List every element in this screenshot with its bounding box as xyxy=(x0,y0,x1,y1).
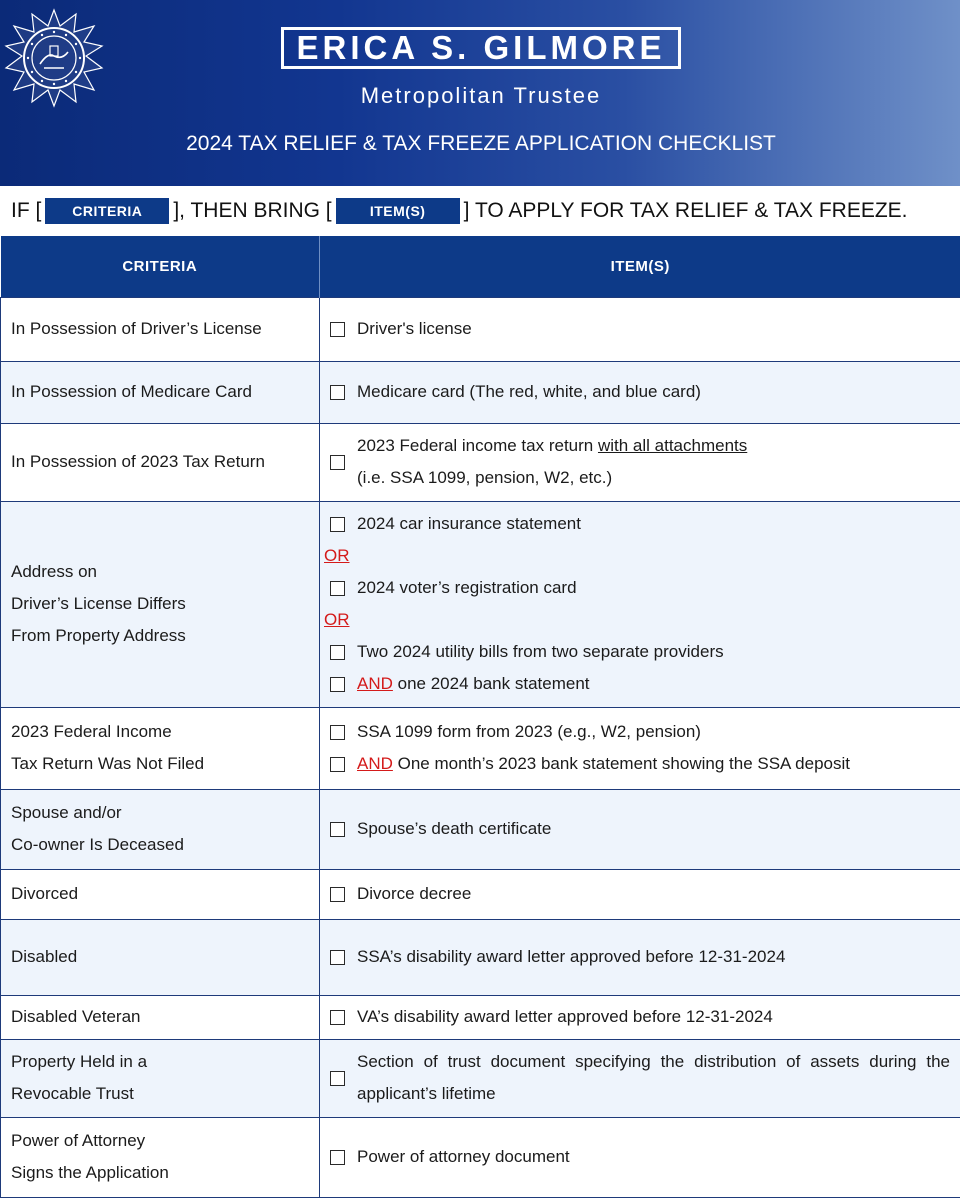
checkbox[interactable] xyxy=(330,757,345,772)
item-cell xyxy=(320,869,960,919)
instruction-text-1: IF [ xyxy=(11,199,42,222)
table-row xyxy=(1,1117,960,1197)
item-text: Spouse’s death certificate xyxy=(357,819,552,838)
criteria-column-header: CRITERIA xyxy=(1,236,320,297)
item-text: SSA’s disability award letter approved before 12-31-2024 xyxy=(357,947,786,966)
criteria-pill: CRITERIA xyxy=(45,198,169,224)
item-cell xyxy=(320,707,960,789)
table-row xyxy=(1,361,960,423)
items-column-header: ITEM(S) xyxy=(320,236,960,297)
table-row xyxy=(1,707,960,789)
and-emphasis: AND xyxy=(357,674,393,693)
checkbox[interactable] xyxy=(330,887,345,902)
criteria-line: Tax Return Was Not Filed xyxy=(11,754,205,773)
table-row xyxy=(1,297,960,361)
item-cell xyxy=(320,501,960,707)
item-cell xyxy=(320,1117,960,1197)
table-row xyxy=(1,501,960,707)
criteria-line: Driver’s License Differs xyxy=(11,594,186,613)
checkbox[interactable] xyxy=(330,385,345,400)
criteria-line: Spouse and/or xyxy=(11,803,122,822)
criteria-line: Property Held in a xyxy=(11,1052,148,1071)
item-text: 2024 car insurance statement xyxy=(357,514,581,533)
criteria-line: From Property Address xyxy=(11,626,186,645)
checkbox[interactable] xyxy=(330,645,345,660)
item-cell xyxy=(320,423,960,501)
checkbox[interactable] xyxy=(330,822,345,837)
trustee-title: Metropolitan Trustee xyxy=(360,83,602,108)
criteria-cell: In Possession of Medicare Card xyxy=(1,361,320,423)
item-text: Power of attorney document xyxy=(357,1147,570,1166)
checkbox[interactable] xyxy=(330,581,345,596)
criteria-cell: Disabled Veteran xyxy=(1,995,320,1039)
item-text: 2024 voter’s registration card xyxy=(357,578,577,597)
checkbox[interactable] xyxy=(330,1150,345,1165)
checkbox[interactable] xyxy=(330,677,345,692)
checkbox[interactable] xyxy=(330,725,345,740)
item-text: Two 2024 utility bills from two separate providers xyxy=(357,642,724,661)
item-text: Section of trust document specifying the distribution of assets during the applicant’s lifetime xyxy=(357,1052,950,1103)
instruction-text-2: ], THEN BRING [ xyxy=(173,199,332,222)
criteria-line: Power of Attorney xyxy=(11,1131,146,1150)
checkbox[interactable] xyxy=(330,322,345,337)
table-row xyxy=(1,789,960,869)
criteria-line: Address on xyxy=(11,562,97,581)
criteria-line: 2023 Federal Income xyxy=(11,722,172,741)
item-text: one 2024 bank statement xyxy=(392,674,590,693)
or-separator: OR xyxy=(324,546,350,565)
item-text: Divorce decree xyxy=(357,884,472,903)
item-text: 2023 Federal income tax return xyxy=(357,436,598,455)
table-header-row xyxy=(1,236,960,297)
instruction-text-3: ] TO APPLY FOR TAX RELIEF & TAX FREEZE. xyxy=(463,199,908,222)
table-row xyxy=(1,919,960,995)
or-separator: OR xyxy=(324,610,350,629)
criteria-cell xyxy=(1,1039,320,1117)
table-row xyxy=(1,1039,960,1117)
checkbox[interactable] xyxy=(330,455,345,470)
and-emphasis: AND xyxy=(357,754,393,773)
criteria-cell xyxy=(1,789,320,869)
item-text: SSA 1099 form from 2023 (e.g., W2, pension) xyxy=(357,722,701,741)
items-pill: ITEM(S) xyxy=(336,198,460,224)
criteria-cell xyxy=(1,501,320,707)
criteria-cell: In Possession of Driver’s License xyxy=(1,297,320,361)
item-cell xyxy=(320,361,960,423)
criteria-cell: Divorced xyxy=(1,869,320,919)
item-cell xyxy=(320,919,960,995)
criteria-line: Co-owner Is Deceased xyxy=(11,835,184,854)
item-cell xyxy=(320,1039,960,1117)
trustee-name: ERICA S. GILMORE xyxy=(281,27,681,69)
criteria-line: Revocable Trust xyxy=(11,1084,134,1103)
item-text: Driver's license xyxy=(357,319,472,338)
header-banner xyxy=(0,0,960,186)
checkbox[interactable] xyxy=(330,517,345,532)
checkbox[interactable] xyxy=(330,1010,345,1025)
table-row xyxy=(1,423,960,501)
item-text: VA’s disability award letter approved before 12-31-2024 xyxy=(357,1007,773,1026)
checkbox[interactable] xyxy=(330,950,345,965)
checklist-title: 2024 TAX RELIEF & TAX FREEZE APPLICATION CHECKLIST xyxy=(186,132,776,155)
item-cell xyxy=(320,995,960,1039)
table-row xyxy=(1,995,960,1039)
item-text-line2: (i.e. SSA 1099, pension, W2, etc.) xyxy=(357,468,613,487)
checkbox[interactable] xyxy=(330,1071,345,1086)
item-text: Medicare card (The red, white, and blue card) xyxy=(357,382,701,401)
item-cell xyxy=(320,789,960,869)
table-row xyxy=(1,869,960,919)
criteria-cell xyxy=(1,1117,320,1197)
checklist-table xyxy=(0,236,960,1198)
criteria-cell: In Possession of 2023 Tax Return xyxy=(1,423,320,501)
criteria-line: Signs the Application xyxy=(11,1163,169,1182)
item-text: One month’s 2023 bank statement showing the SSA deposit xyxy=(392,754,850,773)
criteria-cell: Disabled xyxy=(1,919,320,995)
instruction-line xyxy=(11,194,908,228)
criteria-cell xyxy=(1,707,320,789)
item-cell xyxy=(320,297,960,361)
item-text-underlined: with all attachments xyxy=(597,436,748,455)
